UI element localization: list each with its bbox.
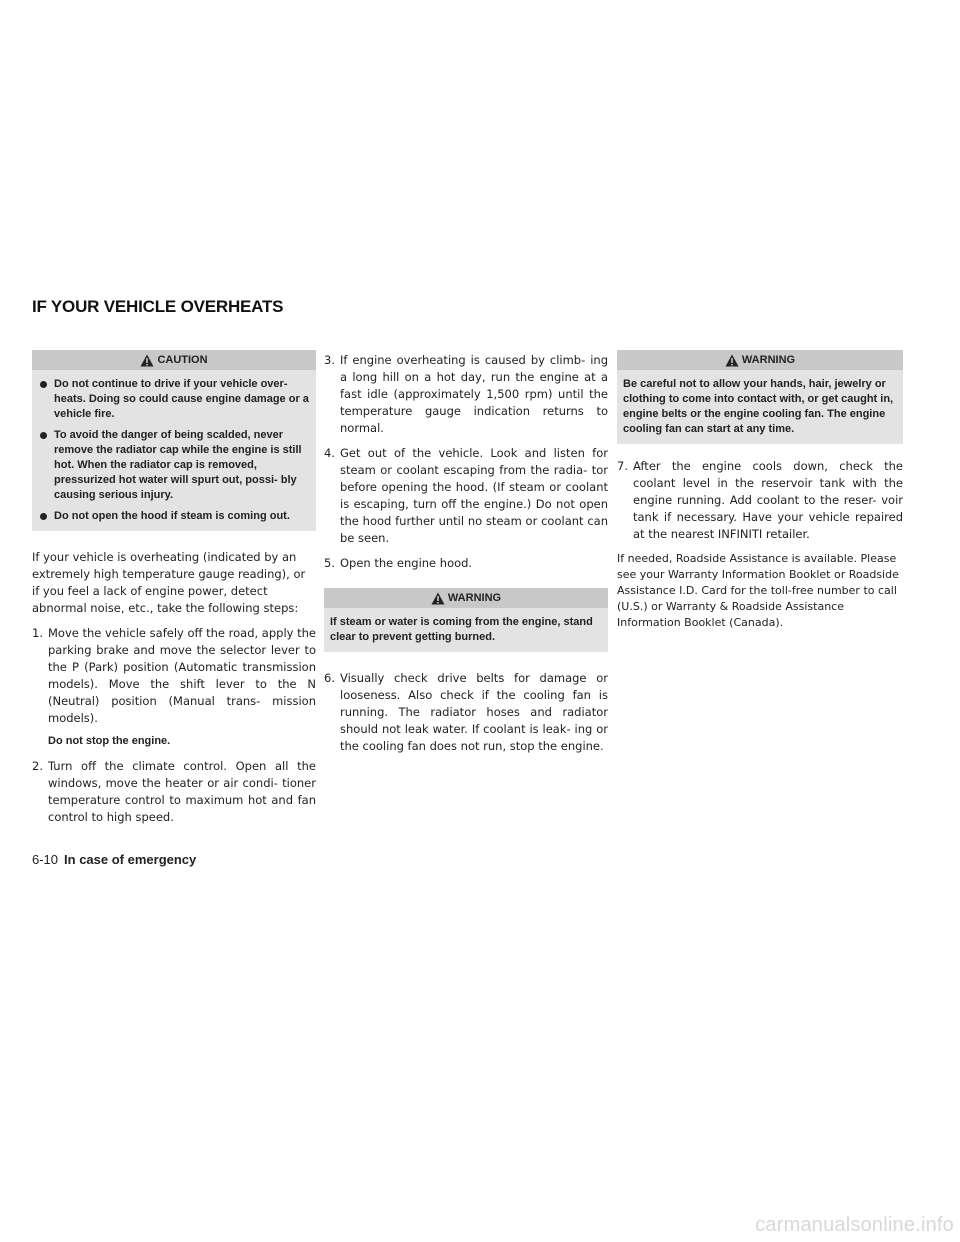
warning-body — [324, 608, 608, 652]
step-5 — [324, 555, 608, 572]
warning-header — [324, 588, 608, 608]
bullet-icon — [40, 381, 47, 388]
warning-triangle-icon — [725, 354, 739, 367]
step-2 — [32, 758, 316, 826]
step-number: 5. — [324, 556, 335, 570]
step-4 — [324, 445, 608, 547]
step-text: Open the engine hood. — [340, 556, 473, 570]
caution-item-text: Do not continue to drive if your vehicle over- heats. Doing so could cause engine damage or a vehicle fire. — [54, 378, 309, 420]
step-text: After the engine cools down, check the coolant level in the reservoir tank with the engine running. Add coolant to the reser- voir tank if necessary. Have your vehicle repaired at the nearest INFINITI retailer. — [633, 459, 903, 541]
step-6 — [324, 670, 608, 755]
warning-text: Be careful not to allow your hands, hair, jewelry or clothing to come into contact with, or get caught in, engine belts or the engine cooling fan. The engine cooling fan can start at any time. — [623, 378, 894, 435]
warning-label: WARNING — [447, 592, 502, 604]
caution-item-text: To avoid the danger of being scalded, never remove the radiator cap while the engine is still hot. When the radiator cap is removed, pressurized hot water will spurt out, possi- bly causing serious injury. — [54, 429, 302, 501]
warning-body — [617, 370, 903, 444]
section-title: IF YOUR VEHICLE OVERHEATS — [32, 297, 284, 316]
step-1 — [32, 625, 316, 750]
bullet-icon — [40, 513, 47, 520]
column-1 — [32, 350, 316, 834]
bullet-icon — [40, 432, 47, 439]
warning-text: If steam or water is coming from the engine, stand clear to prevent getting burned. — [330, 616, 593, 643]
warning-header — [617, 350, 903, 370]
step-text: Move the vehicle safely off the road, apply the parking brake and move the selector lever to the P (Park) position (Automatic transmission models). Move the shift lever to the N (Neutral) position (Manual trans- mission models). — [48, 626, 316, 725]
page-footer — [32, 852, 196, 867]
step-number: 1. — [32, 626, 43, 640]
caution-body — [32, 370, 316, 531]
step-number: 6. — [324, 671, 335, 685]
intro-paragraph: If your vehicle is overheating (indicated by an extremely high temperature gauge reading), or if you feel a lack of engine power, detect abnormal noise, etc., take the following steps: — [32, 550, 306, 615]
caution-item-text: Do not open the hood if steam is coming out. — [54, 510, 290, 522]
step-number: 2. — [32, 759, 43, 773]
warning-box-2 — [617, 350, 903, 444]
caution-box — [32, 350, 316, 531]
page-number: 6-10 — [32, 852, 59, 867]
warning-box-1 — [324, 588, 608, 652]
step-note: Do not stop the engine. — [48, 735, 171, 747]
caution-header — [32, 350, 316, 370]
caution-item — [38, 509, 310, 524]
roadside-paragraph: If needed, Roadside Assistance is available. Please see your Warranty Information Booklet or Roadside Assistance I.D. Card for the toll-free number to call (U.S.) or Warranty & Roadside Assistance Information Booklet (Canada). — [617, 552, 899, 629]
step-number: 3. — [324, 353, 335, 367]
step-3 — [324, 352, 608, 437]
caution-item — [38, 428, 310, 503]
column-3 — [617, 350, 903, 639]
step-7 — [617, 458, 903, 543]
step-text: If engine overheating is caused by climb- ing a long hill on a hot day, run the engine at a fast idle (approximately 1,500 rpm) until the temperature gauge indication returns to normal. — [340, 353, 608, 435]
step-text: Get out of the vehicle. Look and listen for steam or coolant escaping from the radia- tor before opening the hood. (If steam or coolant is escaping, turn off the engine.) Do not open the hood further until no steam or coolant can be seen. — [340, 446, 608, 545]
warning-triangle-icon — [140, 354, 154, 367]
step-text: Visually check drive belts for damage or looseness. Also check if the cooling fan is running. The radiator hoses and radiator should not leak water. If coolant is leak- ing or the cooling fan does not run, stop the engine. — [340, 671, 608, 753]
caution-item — [38, 377, 310, 422]
chapter-title: In case of emergency — [64, 852, 197, 867]
warning-label: WARNING — [741, 354, 796, 366]
column-2 — [324, 352, 608, 763]
step-text: Turn off the climate control. Open all the windows, move the heater or air condi- tioner temperature control to maximum hot and fan control to high speed. — [48, 759, 316, 824]
caution-label: CAUTION — [157, 354, 208, 366]
watermark: carmanualsonline.info — [755, 1214, 954, 1236]
warning-triangle-icon — [431, 592, 445, 605]
step-number: 4. — [324, 446, 335, 460]
step-number: 7. — [617, 459, 628, 473]
